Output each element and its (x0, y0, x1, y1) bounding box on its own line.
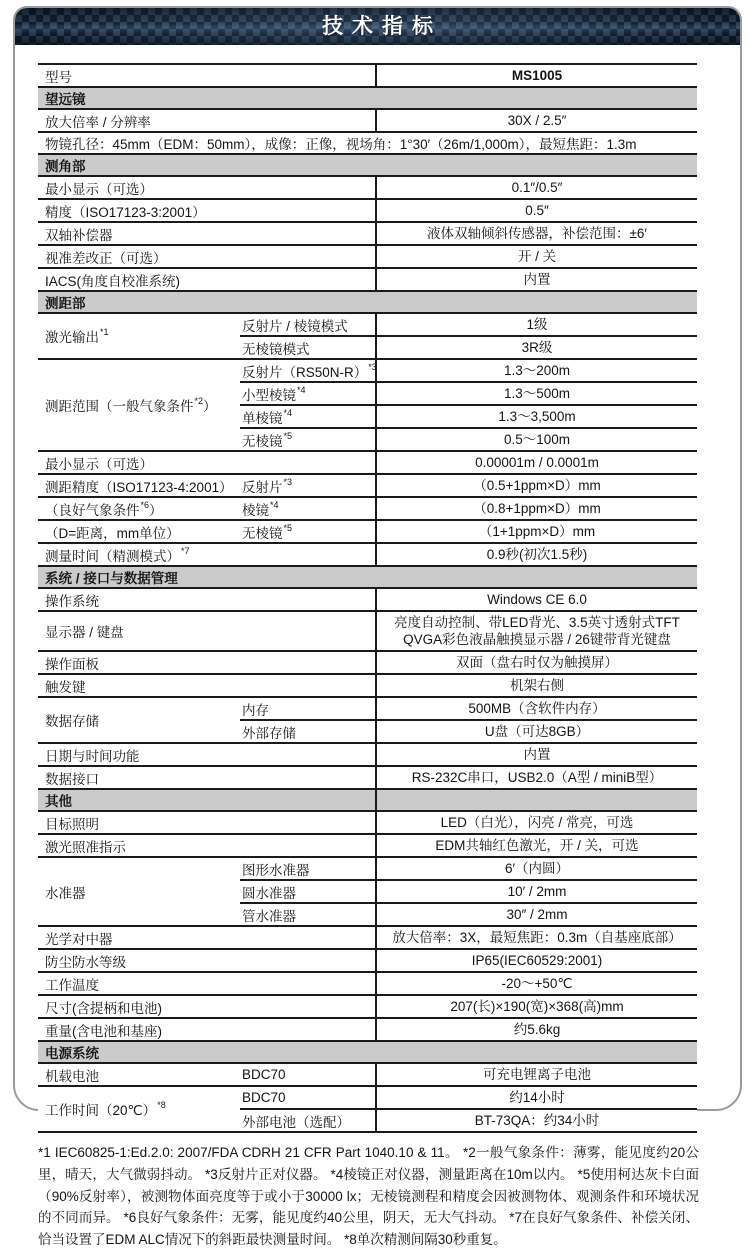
spec-row (38, 198, 697, 221)
spec-label: 测距精度（ISO17123-4:2001） (45, 479, 233, 495)
spec-label: 操作系统 (45, 593, 99, 609)
spec-sub-label: 棱镜 $^{*4}$ (242, 499, 279, 518)
spec-row (38, 131, 697, 153)
spec-label: 数据接口 (45, 771, 99, 787)
spec-value: 双面（盘右时仅为触摸屏） (375, 652, 697, 673)
spec-value: 0.9秒(初次1.5秒) (375, 544, 697, 565)
spec-row (38, 925, 697, 948)
spec-sub-row (240, 335, 697, 358)
spec-value: 液体双轴倾斜传感器，补偿范围：±6′ (375, 223, 697, 244)
spec-value: 30X / 2.5″ (375, 110, 697, 131)
spec-row (38, 610, 697, 650)
spec-sub-rows (240, 858, 697, 925)
section-filler (375, 292, 697, 312)
spec-value: （0.5+1ppm×D）mm (375, 475, 697, 496)
spec-label: 测距范围（一般气象条件 $^{*2}$ ） (45, 396, 217, 414)
spec-label: 精度（ISO17123-3:2001） (45, 204, 206, 220)
spec-label: 尺寸(含提柄和电池) (45, 1000, 162, 1016)
spec-value: Windows CE 6.0 (375, 589, 697, 610)
spec-label: 机载电池 (45, 1068, 99, 1084)
page-title: 技术指标 (322, 15, 442, 38)
spec-value: 6′（内圆） (375, 858, 697, 879)
spec-label: 视准差改正（可选） (45, 250, 167, 266)
spec-sub-row (240, 1108, 697, 1131)
spec-row (38, 450, 697, 473)
spec-table (38, 63, 697, 1133)
footnotes: *1 IEC60825-1:Ed.2.0: 2007/FDA CDRH 21 CFR Part 1040.10 & 11。 *2一般气象条件：薄雾，能见度约20公里，晴天，大气微弱抖动。 *3反射片正对仪器。 *4棱镜正对仪器，测量距离在10m以内。 *5使用柯达灰卡白面（90%反射率），被测物体面亮度等于或小于30000 lx；无棱镜测程和精度会因被测物体、观测条件和环境状况的不同而异。 *6良好气象条件：无雾，能见度约40公里，阴天，无大气抖动。 *7在良好气象条件、补偿关闭、恰当设置了EDM ALC情况下的斜距最快测量时间。 *8单次精测间隔30秒重复。 (38, 1145, 699, 1248)
section-header (38, 153, 697, 175)
section-filler (375, 790, 697, 810)
section-label: 电源系统 (45, 1046, 99, 1061)
spec-row (38, 267, 697, 290)
spec-label: 双轴补偿器 (45, 227, 113, 243)
spec-row (38, 108, 697, 131)
section-label: 测角部 (45, 159, 86, 174)
spec-value: 30″ / 2mm (375, 904, 697, 925)
section-header (38, 290, 697, 312)
spec-sub-label: 内存 (242, 702, 269, 718)
spec-value: 0.1″/0.5″ (375, 177, 697, 198)
spec-label: 激光输出 $^{*1}$ (45, 327, 109, 345)
section-header (38, 565, 697, 587)
spec-sub-row (240, 427, 697, 450)
spec-label: 水准器 (45, 885, 86, 901)
spec-value: RS-232C串口，USB2.0（A型 / miniB型） (375, 767, 697, 788)
spec-label: 放大倍率 / 分辨率 (45, 114, 151, 130)
section-filler (375, 155, 697, 175)
spec-label: 工作温度 (45, 977, 99, 993)
spec-label: 数据存储 (45, 714, 99, 729)
spec-row (38, 810, 697, 833)
spec-row (38, 175, 697, 198)
spec-sub-row (240, 314, 697, 335)
spec-value: MS1005 (375, 65, 697, 86)
section-header (38, 86, 697, 108)
spec-label: 日期与时间功能 (45, 748, 140, 764)
spec-row-group (38, 1085, 697, 1131)
spec-value: 0.5″ (375, 200, 697, 221)
spec-sub-rows (240, 1087, 697, 1131)
spec-sub-label: BDC70 (242, 1067, 286, 1082)
section-filler (375, 567, 697, 587)
spec-sub-label: 无棱镜 $^{*5}$ (242, 430, 293, 449)
spec-sub-rows (240, 314, 697, 358)
spec-label: IACS(角度自校准系统) (45, 273, 180, 289)
spec-sub-label: 管水准器 (242, 908, 296, 924)
spec-value: （1+1ppm×D）mm (375, 521, 697, 542)
spec-label: 目标照明 (45, 816, 99, 832)
spec-row (38, 833, 697, 856)
spec-sub-label: 小型棱镜 $^{*4}$ (242, 384, 306, 403)
spec-sub-label: 无棱镜模式 (242, 341, 310, 357)
spec-value: 207(长)×190(宽)×368(高)mm (375, 996, 697, 1017)
spec-label: 工作时间（20℃） $^{*8}$ (45, 1100, 166, 1118)
spec-value: U盘（可达8GB） (375, 721, 697, 742)
spec-sub-rows (240, 698, 697, 742)
spec-sub-row (240, 879, 697, 902)
spec-sub-label: 外部电池（选配） (242, 1114, 350, 1130)
spec-sub-row (240, 360, 697, 381)
spec-row-group (38, 358, 697, 450)
spec-sub-rows (240, 360, 697, 450)
spec-sub-label: BDC70 (242, 1090, 286, 1105)
spec-label: （良好气象条件 $^{*6}$ ） (45, 499, 163, 518)
spec-row-group (38, 312, 697, 358)
spec-row (38, 742, 697, 765)
spec-value: IP65(IEC60529:2001) (375, 950, 697, 971)
spec-value: 放大倍率：3X，最短焦距：0.3m（自基座底部） (375, 927, 697, 948)
title-banner (15, 8, 740, 45)
spec-row (38, 473, 697, 496)
spec-sub-label: 外部存储 (242, 725, 296, 741)
spec-label: 光学对中器 (45, 931, 113, 947)
spec-sub-row (240, 1087, 697, 1108)
spec-row (38, 63, 697, 86)
spec-row (38, 244, 697, 267)
spec-label: 物镜孔径：45mm（EDM：50mm），成像：正像，视场角：1°30′（26m/1,000m），最短焦距：1.3m (45, 137, 637, 152)
spec-sub-label: 反射片 / 棱镜模式 (242, 318, 348, 334)
spec-row (38, 1062, 697, 1085)
spec-sub-label: 图形水准器 (242, 862, 310, 878)
spec-row (38, 948, 697, 971)
spec-label: 测量时间（精测模式） $^{*7}$ (45, 545, 190, 564)
spec-row-group (38, 856, 697, 925)
spec-value: 1.3～200m (375, 360, 697, 381)
spec-value: 1.3～3,500m (375, 406, 697, 427)
spec-value: 约5.6kg (375, 1019, 697, 1040)
spec-row (38, 496, 697, 519)
spec-sub-label: 反射片（RS50N-R） $^{*3}$ (242, 361, 377, 380)
spec-sub-label: 无棱镜 $^{*5}$ (242, 522, 293, 541)
section-label: 系统 / 接口与数据管理 (45, 571, 178, 586)
spec-label: 操作面板 (45, 656, 99, 672)
spec-value: 亮度自动控制、带LED背光、3.5英寸透射式TFT QVGA彩色液晶触摸显示器 / 26键带背光键盘 (375, 612, 697, 650)
spec-value: 1.3～500m (375, 383, 697, 404)
spec-sub-row (240, 698, 697, 719)
spec-row (38, 673, 697, 696)
spec-value: 约14小时 (375, 1087, 697, 1108)
spec-sub-label: 反射片 $^{*3}$ (242, 476, 293, 495)
spec-value: 3R级 (375, 337, 697, 358)
spec-row (38, 971, 697, 994)
spec-row (38, 650, 697, 673)
section-label: 望远镜 (45, 92, 86, 107)
spec-value: 可充电锂离子电池 (375, 1064, 697, 1085)
spec-row (38, 519, 697, 542)
section-header (38, 1040, 697, 1062)
spec-value: -20～+50℃ (375, 973, 697, 994)
section-filler (375, 1042, 697, 1062)
spec-row (38, 994, 697, 1017)
section-filler (375, 88, 697, 108)
spec-label: 显示器 / 键盘 (45, 625, 124, 640)
spec-label: 防尘防水等级 (45, 954, 126, 970)
spec-label: 型号 (45, 69, 72, 85)
spec-value: 机架右侧 (375, 675, 697, 696)
spec-row (38, 765, 697, 788)
spec-label: 激光照准指示 (45, 839, 126, 855)
spec-sheet-card (13, 6, 742, 1248)
spec-sub-label: 单棱镜 $^{*4}$ (242, 407, 293, 426)
spec-value: 10′ / 2mm (375, 881, 697, 902)
spec-row (38, 1017, 697, 1040)
spec-sub-row (240, 858, 697, 879)
spec-sub-row (240, 381, 697, 404)
spec-sub-row (240, 719, 697, 742)
spec-row (38, 221, 697, 244)
spec-sub-row (240, 902, 697, 925)
spec-sub-label: 圆水准器 (242, 885, 296, 901)
spec-value: 0.5～100m (375, 429, 697, 450)
spec-value: LED（白光），闪亮 / 常亮，可选 (375, 812, 697, 833)
spec-sub-row (240, 404, 697, 427)
spec-value: EDM共轴红色激光，开 / 关，可选 (375, 835, 697, 856)
spec-value: 0.00001m / 0.0001m (375, 452, 697, 473)
spec-row (38, 587, 697, 610)
spec-value: 500MB（含软件内存） (375, 698, 697, 719)
spec-row-group (38, 696, 697, 742)
spec-value: 内置 (375, 744, 697, 765)
spec-row (38, 542, 697, 565)
section-label: 其他 (45, 794, 72, 809)
spec-label: 触发键 (45, 679, 86, 695)
spec-label: 最小显示（可选） (45, 456, 153, 472)
spec-label: 重量(含电池和基座) (45, 1023, 162, 1039)
spec-value: 内置 (375, 269, 697, 290)
spec-value: 开 / 关 (375, 246, 697, 267)
spec-label: 最小显示（可选） (45, 181, 153, 197)
spec-value: 1级 (375, 314, 697, 335)
spec-value: BT-73QA：约34小时 (375, 1110, 697, 1131)
spec-value: （0.8+1ppm×D）mm (375, 498, 697, 519)
spec-label: （D=距离，mm单位） (45, 525, 180, 541)
section-header (38, 788, 697, 810)
section-label: 测距部 (45, 296, 86, 311)
